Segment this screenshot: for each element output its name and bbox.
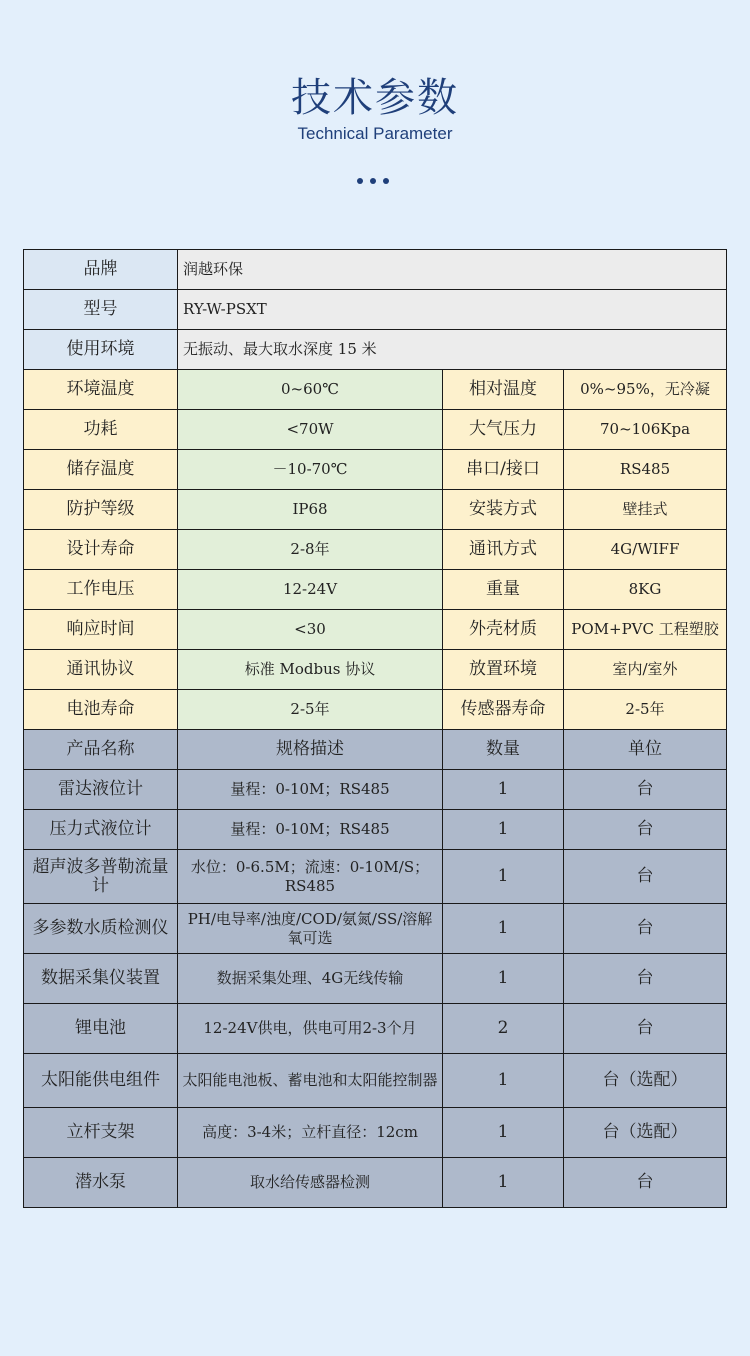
dot-icon	[383, 178, 389, 184]
column-header: 产品名称	[24, 730, 178, 770]
spec-label: 环境温度	[24, 370, 178, 410]
environment-label: 使用环境	[24, 330, 178, 370]
product-desc: 水位：0-6.5M；流速：0-10M/S；RS485	[178, 850, 443, 904]
model-value: RY-W-PSXT	[178, 290, 727, 330]
spec-value: 标准 Modbus 协议	[178, 650, 443, 690]
page-title: 技术参数	[291, 75, 459, 121]
table-row	[24, 610, 727, 650]
spec-value: 12-24V	[178, 570, 443, 610]
spec-label: 功耗	[24, 410, 178, 450]
spec-label: 外壳材质	[443, 610, 564, 650]
product-desc: 取水给传感器检测	[178, 1158, 443, 1208]
product-header-row	[24, 730, 727, 770]
product-unit: 台	[564, 904, 727, 954]
product-unit: 台	[564, 850, 727, 904]
product-unit: 台（选配）	[564, 1108, 727, 1158]
table-row	[24, 650, 727, 690]
spec-label: 响应时间	[24, 610, 178, 650]
product-row	[24, 1158, 727, 1208]
product-desc: 12-24V供电，供电可用2-3个月	[178, 1004, 443, 1054]
column-header: 单位	[564, 730, 727, 770]
spec-label: 大气压力	[443, 410, 564, 450]
product-qty: 1	[443, 770, 564, 810]
product-qty: 1	[443, 810, 564, 850]
spec-value: 2-8年	[178, 530, 443, 570]
spec-label: 工作电压	[24, 570, 178, 610]
spec-value: IP68	[178, 490, 443, 530]
product-unit: 台	[564, 954, 727, 1004]
spec-value: 70~106Kpa	[564, 410, 727, 450]
spec-value: <30	[178, 610, 443, 650]
spec-value: POM+PVC 工程塑胶	[564, 610, 727, 650]
brand-value: 润越环保	[178, 250, 727, 290]
dot-icon	[370, 178, 376, 184]
spec-value: 0%~95%，无冷凝	[564, 370, 727, 410]
spec-value: 8KG	[564, 570, 727, 610]
spec-value: 壁挂式	[564, 490, 727, 530]
spec-label: 放置环境	[443, 650, 564, 690]
spec-label: 安装方式	[443, 490, 564, 530]
table-row	[24, 410, 727, 450]
product-row	[24, 1108, 727, 1158]
product-name: 雷达液位计	[24, 770, 178, 810]
spec-value: 2-5年	[178, 690, 443, 730]
product-unit: 台	[564, 810, 727, 850]
product-qty: 1	[443, 850, 564, 904]
product-row	[24, 770, 727, 810]
table-row	[24, 290, 727, 330]
table-row	[24, 690, 727, 730]
product-desc: 数据采集处理、4G无线传输	[178, 954, 443, 1004]
spec-value: －10-70℃	[178, 450, 443, 490]
spec-label: 相对温度	[443, 370, 564, 410]
product-name: 锂电池	[24, 1004, 178, 1054]
product-qty: 2	[443, 1004, 564, 1054]
column-header: 数量	[443, 730, 564, 770]
table-row	[24, 330, 727, 370]
spec-label: 电池寿命	[24, 690, 178, 730]
spec-value: <70W	[178, 410, 443, 450]
spec-label: 传感器寿命	[443, 690, 564, 730]
product-unit: 台	[564, 1004, 727, 1054]
product-name: 太阳能供电组件	[24, 1054, 178, 1108]
parameter-table	[23, 249, 727, 1208]
dots-decoration	[357, 178, 389, 184]
table-row	[24, 250, 727, 290]
product-row	[24, 954, 727, 1004]
product-name: 数据采集仪装置	[24, 954, 178, 1004]
product-qty: 1	[443, 1054, 564, 1108]
spec-label: 储存温度	[24, 450, 178, 490]
product-qty: 1	[443, 954, 564, 1004]
spec-label: 通讯方式	[443, 530, 564, 570]
product-name: 超声波多普勒流量计	[24, 850, 178, 904]
spec-label: 设计寿命	[24, 530, 178, 570]
spec-value: 2-5年	[564, 690, 727, 730]
product-row	[24, 810, 727, 850]
table-row	[24, 570, 727, 610]
product-name: 多参数水质检测仪	[24, 904, 178, 954]
product-row	[24, 1054, 727, 1108]
product-name: 立杆支架	[24, 1108, 178, 1158]
product-unit: 台（选配）	[564, 1054, 727, 1108]
product-desc: 太阳能电池板、蓄电池和太阳能控制器	[178, 1054, 443, 1108]
spec-value: 室内/室外	[564, 650, 727, 690]
product-desc: PH/电导率/浊度/COD/氨氮/SS/溶解氧可选	[178, 904, 443, 954]
spec-label: 串口/接口	[443, 450, 564, 490]
product-row	[24, 1004, 727, 1054]
table-row	[24, 530, 727, 570]
product-name: 潜水泵	[24, 1158, 178, 1208]
page-subtitle: Technical Parameter	[297, 124, 453, 143]
product-name: 压力式液位计	[24, 810, 178, 850]
product-row	[24, 850, 727, 904]
product-desc: 高度：3-4米；立杆直径：12cm	[178, 1108, 443, 1158]
environment-value: 无振动、最大取水深度 15 米	[178, 330, 727, 370]
product-qty: 1	[443, 1158, 564, 1208]
product-desc: 量程：0-10M；RS485	[178, 810, 443, 850]
table-row	[24, 450, 727, 490]
spec-value: RS485	[564, 450, 727, 490]
product-unit: 台	[564, 770, 727, 810]
brand-label: 品牌	[24, 250, 178, 290]
spec-label: 通讯协议	[24, 650, 178, 690]
spec-label: 重量	[443, 570, 564, 610]
product-qty: 1	[443, 904, 564, 954]
spec-value: 4G/WIFF	[564, 530, 727, 570]
table-row	[24, 370, 727, 410]
model-label: 型号	[24, 290, 178, 330]
dot-icon	[357, 178, 363, 184]
spec-label: 防护等级	[24, 490, 178, 530]
spec-value: 0~60℃	[178, 370, 443, 410]
product-unit: 台	[564, 1158, 727, 1208]
table-row	[24, 490, 727, 530]
product-row	[24, 904, 727, 954]
column-header: 规格描述	[178, 730, 443, 770]
product-desc: 量程：0-10M；RS485	[178, 770, 443, 810]
product-qty: 1	[443, 1108, 564, 1158]
